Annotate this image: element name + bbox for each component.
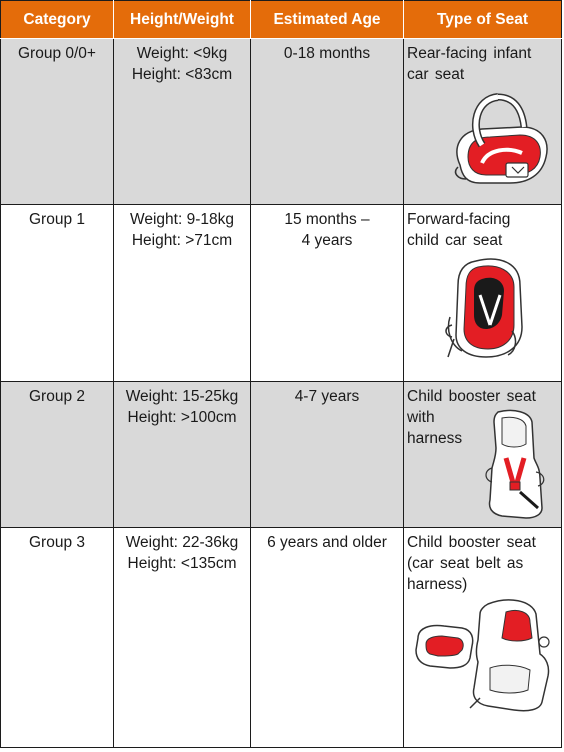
age-cell [251,528,404,748]
seat-type-line: Child booster seat [407,534,536,551]
header-type-of-seat: Type of Seat [404,1,562,39]
seat-type-line: with [407,409,435,426]
table-row [1,205,562,382]
height-value: Height: >100cm [127,409,237,426]
category-cell: Group 0/0+ [1,39,114,205]
table-row [1,382,562,528]
weight-value: Weight: 9-18kg [130,211,234,228]
seat-type-line: harness) [407,576,468,593]
age-cell [251,39,404,205]
seat-type-line: harness [407,430,463,447]
category-cell: Group 2 [1,382,114,528]
age-line: 6 years and older [267,534,387,551]
age-line: 4 years [301,232,353,249]
age-cell [251,205,404,382]
header-row [1,1,562,39]
seat-type-line: child car seat [407,232,503,249]
booster-seat-with-harness-icon [480,408,552,520]
forward-facing-child-seat-icon [442,255,532,363]
seat-type-cell [404,528,562,748]
seat-type-line: car seat [407,66,465,83]
height-value: Height: <83cm [131,66,233,83]
age-line: 15 months – [284,211,370,228]
category-cell: Group 1 [1,205,114,382]
seat-type-cell [404,39,562,205]
height-weight-cell [114,528,251,748]
booster-seat-and-cushion-icon [410,598,556,714]
seat-type-line: (car seat belt as [407,555,524,572]
height-value: Height: <135cm [127,555,237,572]
header-height-weight: Height/Weight [114,1,251,39]
height-weight-cell [114,205,251,382]
weight-value: Weight: <9kg [136,45,228,62]
seat-type-line: Rear-facing infant [407,45,532,62]
seat-type-cell [404,382,562,528]
height-weight-cell [114,382,251,528]
table-row [1,39,562,205]
seat-type-cell [404,205,562,382]
age-line: 0-18 months [283,45,371,62]
rear-facing-infant-carrier-icon [442,87,554,197]
table-row [1,528,562,748]
header-estimated-age: Estimated Age [251,1,404,39]
weight-value: Weight: 15-25kg [125,388,239,405]
category-cell: Group 3 [1,528,114,748]
age-cell [251,382,404,528]
age-line: 4-7 years [294,388,360,405]
height-value: Height: >71cm [131,232,233,249]
height-weight-cell [114,39,251,205]
seat-type-line: Child booster seat [407,388,536,405]
seat-type-line: Forward-facing [407,211,511,228]
header-category: Category [1,1,114,39]
weight-value: Weight: 22-36kg [125,534,239,551]
